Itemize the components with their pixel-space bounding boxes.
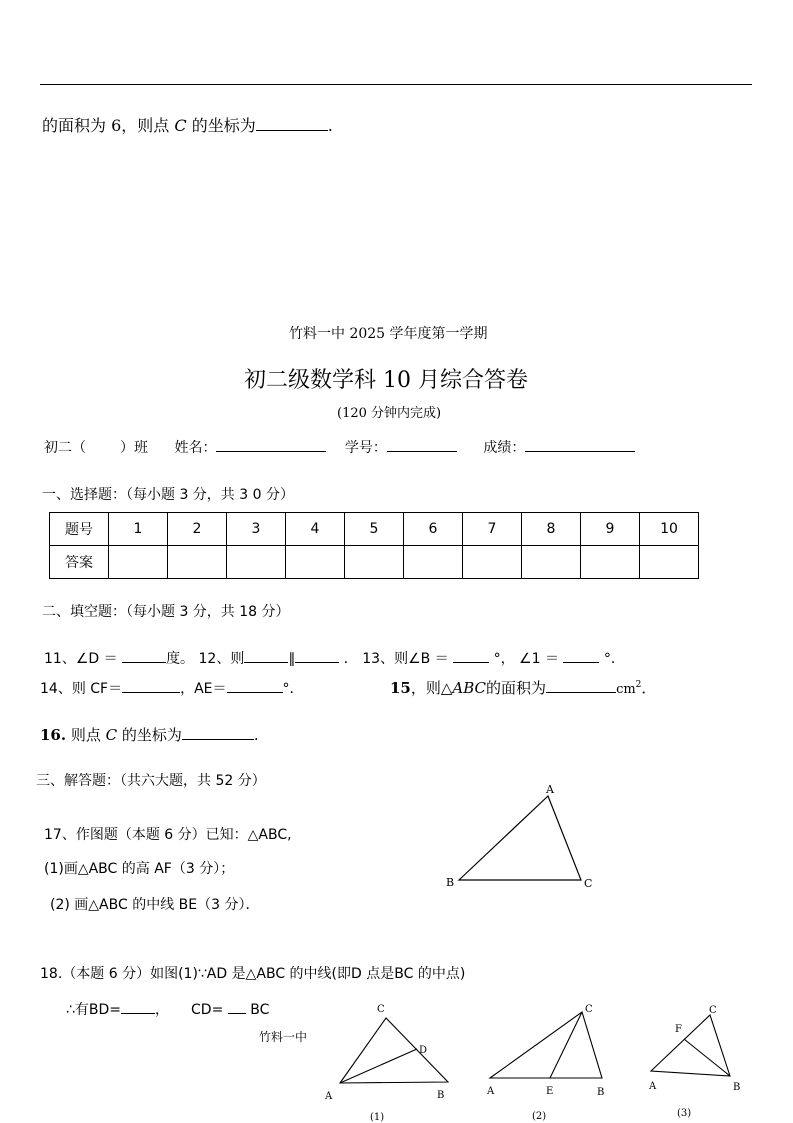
fig3-segment-bf (684, 1039, 730, 1076)
student-id-field[interactable] (387, 437, 457, 452)
bd-blank[interactable] (121, 1001, 155, 1014)
q17-line-2: (1)画△ABC 的高 AF（3 分）； (44, 861, 235, 877)
fig2-label-a: A (487, 1086, 495, 1097)
answer-cell[interactable] (463, 546, 522, 579)
answer-cell[interactable] (168, 546, 227, 579)
q18-line-2: ∴有BD= ， CD= BC (66, 1002, 270, 1018)
question-number: 1 (109, 513, 168, 546)
fig1-caption: (1) (370, 1112, 385, 1123)
answer-cell[interactable] (286, 546, 345, 579)
previous-question-tail: 的面积为 6，则点 C 的坐标为 . (42, 116, 333, 135)
q11-blank[interactable] (122, 650, 166, 663)
vertex-label-a: A (546, 783, 554, 796)
answer-cell[interactable] (581, 546, 640, 579)
answer-cell[interactable] (404, 546, 463, 579)
fig3-caption: (3) (677, 1108, 692, 1119)
table-row (50, 546, 699, 579)
answer-cell[interactable] (345, 546, 404, 579)
q13-blank-a[interactable] (453, 650, 489, 663)
question-number: 8 (522, 513, 581, 546)
cd-blank[interactable] (228, 1001, 246, 1014)
fig3-label-a: A (649, 1081, 657, 1092)
q17-line-1: 17、作图题（本题 6 分）已知：△ABC, (44, 827, 292, 843)
score-field[interactable] (525, 437, 635, 452)
answer-cell[interactable] (522, 546, 581, 579)
vertex-label-c: C (584, 877, 593, 890)
question-number: 2 (168, 513, 227, 546)
fig2-segment-ce (550, 1012, 582, 1078)
q15-blank[interactable] (546, 679, 616, 693)
figure-3 (648, 1005, 740, 1119)
figure-1 (324, 1004, 448, 1123)
q17-triangle-figure (440, 780, 620, 900)
fig2-label-c: C (585, 1004, 593, 1015)
q17-line-3: (2) 画△ABC 的中线 BE（3 分）． (50, 897, 260, 913)
fig1-label-b: B (437, 1090, 445, 1101)
q13-blank-b[interactable] (563, 650, 599, 663)
question-number: 6 (404, 513, 463, 546)
fig2-triangle (490, 1012, 602, 1078)
fig3-label-c: C (709, 1005, 717, 1016)
fill-q15: 15，则△ABC的面积为 $cm^2$． (390, 679, 657, 697)
q12-blank-b[interactable] (295, 650, 339, 663)
q18-line-1: 18.（本题 6 分）如图(1)∵AD 是△ABC 的中线(即D 点是BC 的中点) (40, 966, 466, 982)
question-number: 9 (581, 513, 640, 546)
q12-blank-a[interactable] (244, 650, 288, 663)
figure-2 (486, 1004, 604, 1122)
q16-blank[interactable] (182, 726, 254, 740)
fig3-label-b: B (733, 1082, 741, 1093)
fig1-label-d: D (419, 1045, 428, 1056)
answer-blank[interactable] (256, 116, 328, 131)
fill-line-2: 14、则 CF＝ ，AE＝ °． (40, 681, 304, 697)
fig1-triangle (340, 1018, 448, 1083)
answer-cell[interactable] (227, 546, 286, 579)
answer-table (49, 512, 699, 579)
table-row (50, 513, 699, 546)
question-number: 5 (345, 513, 404, 546)
fig2-label-e: E (546, 1086, 554, 1097)
q14-blank-b[interactable] (227, 680, 283, 693)
q14-blank-a[interactable] (122, 680, 180, 693)
fill-line-1: 11、∠D ＝ 度。 12、则 ∥ ． 13、则∠B ＝ °， ∠1 ＝ °． (44, 651, 625, 667)
fig1-label-c: C (377, 1004, 385, 1015)
fill-q16: 16. 则点 C 的坐标为 . (40, 726, 259, 744)
question-number: 3 (227, 513, 286, 546)
time-note: (120 分钟内完成) (337, 406, 442, 421)
triangle-abc (459, 796, 581, 880)
header-rule (40, 84, 752, 85)
watermark-school: 竹料一中 (259, 1030, 308, 1044)
row-header-answer: 答案 (50, 546, 109, 579)
answer-cell[interactable] (109, 546, 168, 579)
row-header-number: 题号 (50, 513, 109, 546)
question-number: 4 (286, 513, 345, 546)
answer-cell[interactable] (640, 546, 699, 579)
fig1-label-a: A (325, 1091, 333, 1102)
student-info: 初二（ ）班 姓名： 学号： 成绩： (44, 437, 635, 457)
fig2-caption: (2) (532, 1111, 547, 1122)
fig3-label-f: F (675, 1024, 682, 1035)
school-term: 竹料一中 2025 学年度第一学期 (289, 326, 488, 342)
section-two-heading: 二、填空题：（每小题 3 分，共 18 分） (42, 604, 290, 620)
name-field[interactable] (216, 437, 326, 452)
question-number: 10 (640, 513, 699, 546)
vertex-label-b: B (446, 876, 455, 889)
q18-figures (320, 998, 780, 1123)
fig2-label-b: B (597, 1087, 605, 1098)
page-title: 初二级数学科 10 月综合答卷 (244, 368, 528, 393)
section-three-heading: 三、解答题：（共六大题，共 52 分） (36, 773, 266, 789)
question-number: 7 (463, 513, 522, 546)
section-one-heading: 一、选择题：（每小题 3 分，共 3 0 分） (42, 487, 294, 503)
